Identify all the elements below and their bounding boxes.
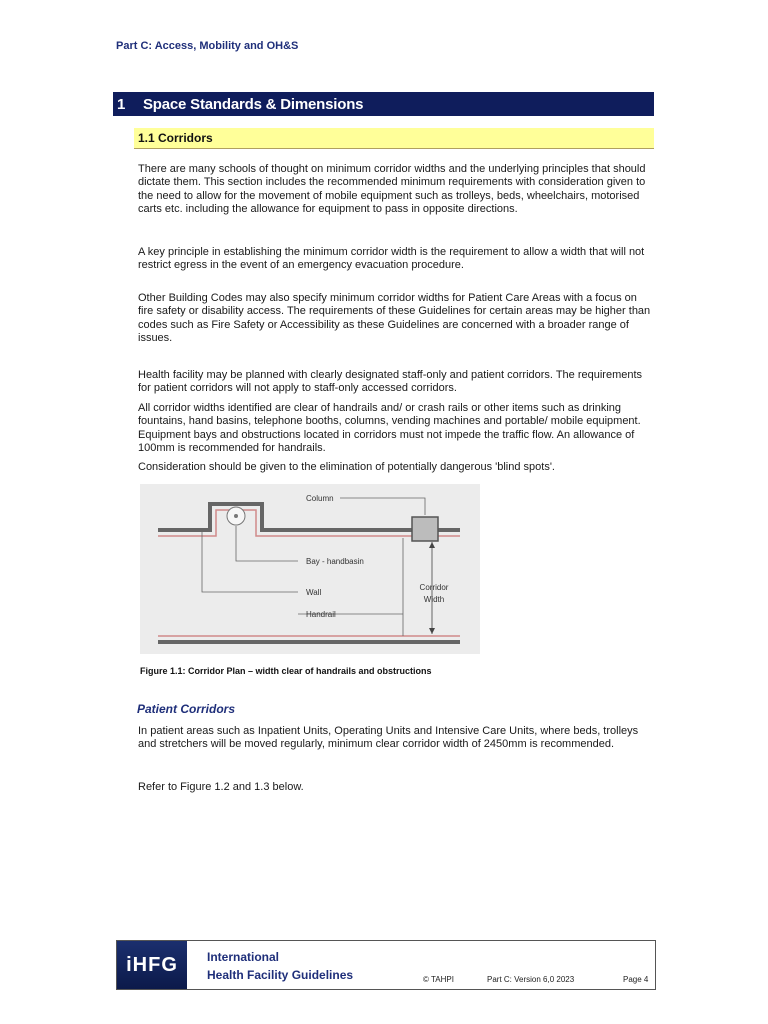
paragraph-3: Other Building Codes may also specify minimum corridor widths for Patient Care Areas with a focus on fire safety or disability access. The requirements of these Guidelines for certain areas may be higher than codes such as Fire Safety or Accessibility as these Guidelines are concerned with a broader range of issues. (138, 292, 651, 344)
patient-corridors-heading: Patient Corridors (137, 702, 236, 716)
footer-copyright: © TAHPI (423, 975, 454, 984)
paragraph-6: Consideration should be given to the elimination of potentially dangerous 'blind spots'. (138, 461, 555, 473)
running-header: Part C: Access, Mobility and OH&S (116, 40, 299, 52)
handrail-label: Handrail (306, 610, 336, 619)
paragraph-2: A key principle in establishing the minimum corridor width is the requirement to allow a width that will not restrict egress in the event of an emergency evacuation procedure. (138, 246, 645, 272)
column-shape (412, 517, 438, 541)
footer-title (187, 941, 407, 989)
paragraph-7: In patient areas such as Inpatient Units, Operating Units and Intensive Care Units, where beds, trolleys and stretchers will be moved regularly, minimum clear corridor width of 2450mm is recommended. (138, 725, 639, 751)
footer-title-line1: International (207, 950, 280, 964)
footer-page-number: Page 4 (623, 975, 649, 984)
subsection-title: 1.1 Corridors (138, 131, 213, 145)
page-footer (116, 940, 656, 990)
footer-version: Part C: Version 6,0 2023 (487, 975, 575, 984)
paragraph-4: Health facility may be planned with clearly designated staff-only and patient corridors. The requirements for patient corridors will not apply to staff-only accessed corridors. (138, 369, 643, 395)
handbasin-drain-icon (234, 514, 238, 518)
bay-label: Bay - handbasin (306, 557, 364, 566)
column-label: Column (306, 494, 334, 503)
paragraph-1: There are many schools of thought on minimum corridor widths and the underlying principles that should dictate them. This section includes the recommended minimum requirements with consideration given to the need to allow for the movement of mobile equipment such as trolleys, beds, wheelchairs, motorised carts etc. including the allowance for equipment to pass in opposite directions. (138, 163, 646, 215)
paragraph-8: Refer to Figure 1.2 and 1.3 below. (138, 781, 304, 793)
footer-title-line2: Health Facility Guidelines (207, 968, 354, 982)
paragraph-5: All corridor widths identified are clear of handrails and/ or crash rails or other items such as drinking fountains, hand basins, telephone booths, columns, vending machines and portable/ mobile equipment. Equipment bays and obstructions located in corridors must not impede the traffic flow. An allowance of 100mm is recommended for handrails. (138, 402, 641, 454)
section-title: Space Standards & Dimensions (143, 95, 364, 113)
figure-background (140, 484, 480, 654)
section-heading (113, 92, 654, 116)
subsection-heading (134, 128, 654, 149)
figure-caption: Figure 1.1: Corridor Plan – width clear of handrails and obstructions (140, 666, 432, 676)
corridor-plan-figure (140, 484, 480, 654)
ihfg-logo: iHFG (117, 941, 187, 989)
width-label: Width (423, 595, 445, 604)
wall-label: Wall (306, 588, 322, 597)
corridor-label: Corridor (419, 583, 449, 592)
section-number: 1 (117, 95, 126, 113)
